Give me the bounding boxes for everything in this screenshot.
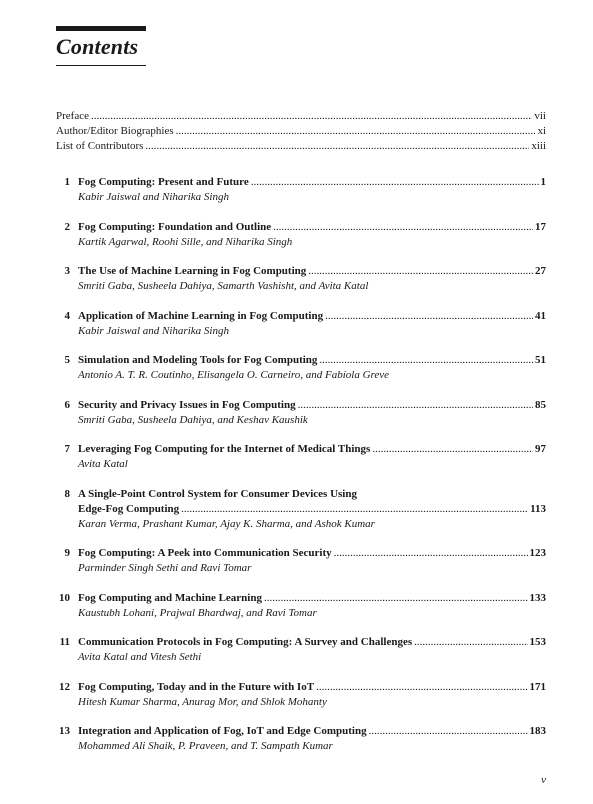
dot-leader [319,353,533,368]
chapter-entry[interactable] [56,398,546,443]
chapter-list [56,175,546,769]
dot-leader [334,546,528,561]
chapter-page: 97 [535,443,546,455]
chapter-page: 183 [529,725,546,737]
chapter-number: 6 [64,398,70,411]
chapter-title: Fog Computing: A Peek into Communication Security [78,547,332,559]
chapter-authors: Smriti Gaba, Susheela Dahiya, Samarth Vashisht, and Avita Katal [78,280,369,292]
heading-bar [56,26,146,31]
chapter-entry[interactable] [56,591,546,636]
chapter-authors: Kabir Jaiswal and Niharika Singh [78,324,229,337]
chapter-title: Communication Protocols in Fog Computing: A Survey and Challenges [78,636,413,648]
chapter-page: 51 [535,354,546,366]
chapter-authors: Antonio A. T. R. Coutinho, Elisangela O. Carneiro, and Fabíola Greve [78,369,390,381]
dot-leader [298,398,533,413]
chapter-entry[interactable] [56,546,546,591]
chapter-number: 9 [64,547,70,559]
chapter-authors: Avita Katal [78,458,128,470]
chapter-authors: Parminder Singh Sethi and Ravi Tomar [78,562,252,574]
chapter-page: 85 [535,398,546,411]
chapter-authors: Mohammed Ali Shaik, P. Praveen, and T. Sampath Kumar [78,740,333,752]
chapter-page: 133 [529,591,546,604]
entry-page: vii [534,110,546,122]
chapter-page: 123 [529,547,546,559]
chapter-page: 171 [529,680,546,693]
dot-leader [316,680,527,695]
chapter-number: 5 [64,354,70,366]
dot-leader [308,264,533,279]
entry-title: Author/Editor Biographies [56,125,174,137]
chapter-page: 41 [535,309,546,322]
chapter-number: 1 [64,176,70,188]
chapter-entry[interactable] [56,487,546,547]
chapter-entry[interactable] [56,442,546,487]
chapter-number: 12 [59,680,70,693]
dot-leader [372,442,533,457]
heading-rule [56,65,146,66]
chapter-entry[interactable] [56,309,546,354]
chapter-number: 11 [59,636,70,648]
chapter-number: 8 [64,487,70,500]
chapter-authors: Hitesh Kumar Sharma, Anurag Mor, and Shlok Mohanty [78,695,327,708]
dot-leader [91,109,532,124]
front-matter-list [56,109,546,154]
chapter-title: Fog Computing: Foundation and Outline [78,220,272,233]
front-matter-entry[interactable] [56,124,546,139]
dot-leader [414,635,527,650]
chapter-number: 2 [64,220,70,233]
front-matter-entry[interactable] [56,109,546,124]
chapter-title: Fog Computing: Present and Future [78,176,249,188]
chapter-page: 153 [529,636,546,648]
chapter-entry[interactable] [56,353,546,398]
chapter-authors: Kaustubh Lohani, Prajwal Bhardwaj, and Ravi Tomar [78,606,317,619]
chapter-authors: Karan Verma, Prashant Kumar, Ajay K. Sharma, and Ashok Kumar [78,517,375,530]
dot-leader [273,220,533,235]
chapter-title-line1: A Single-Point Control System for Consumer Devices Using [78,487,357,500]
chapter-title: Fog Computing and Machine Learning [78,591,262,604]
chapter-title: The Use of Machine Learning in Fog Computing [78,265,307,277]
chapter-title: Leveraging Fog Computing for the Internet of Medical Things [78,443,371,455]
chapter-entry[interactable] [56,264,546,309]
chapter-entry[interactable] [56,680,546,725]
chapter-entry[interactable] [56,724,546,769]
chapter-title: Simulation and Modeling Tools for Fog Computing [78,354,318,366]
chapter-title: Fog Computing, Today and in the Future with IoT [78,680,315,693]
dot-leader [369,724,528,739]
dot-leader [251,175,539,190]
front-matter-entry[interactable] [56,139,546,154]
dot-leader [145,139,529,154]
chapter-title: Integration and Application of Fog, IoT and Edge Computing [78,725,367,737]
page-title: Contents [56,34,139,59]
chapter-authors: Kabir Jaiswal and Niharika Singh [78,191,229,203]
chapter-entry[interactable] [56,175,546,220]
entry-page: xi [537,125,546,137]
chapter-number: 7 [64,443,70,455]
chapter-authors: Avita Katal and Vitesh Sethi [78,651,202,663]
entry-page: xiii [531,140,546,152]
chapter-page: 1 [540,176,546,188]
entry-title: List of Contributors [56,140,144,152]
chapter-number: 3 [64,265,70,277]
chapter-number: 4 [64,309,70,322]
chapter-page: 17 [535,220,546,233]
chapter-authors: Smriti Gaba, Susheela Dahiya, and Keshav Kaushik [78,413,308,426]
chapter-number: 10 [59,591,70,604]
dot-leader [181,502,528,517]
chapter-title: Security and Privacy Issues in Fog Computing [78,398,296,411]
chapter-number: 13 [59,725,70,737]
chapter-page: 113 [530,502,546,515]
dot-leader [264,591,528,606]
dot-leader [325,309,533,324]
dot-leader [176,124,536,139]
chapter-title: Edge-Fog Computing [78,502,180,515]
page-folio: v [541,774,546,786]
chapter-page: 27 [535,265,546,277]
chapter-title: Application of Machine Learning in Fog Computing [78,309,324,322]
chapter-authors: Kartik Agarwal, Roohi Sille, and Niharika Singh [78,235,293,248]
chapter-entry[interactable] [56,220,546,265]
chapter-entry[interactable] [56,635,546,680]
entry-title: Preface [56,110,89,122]
